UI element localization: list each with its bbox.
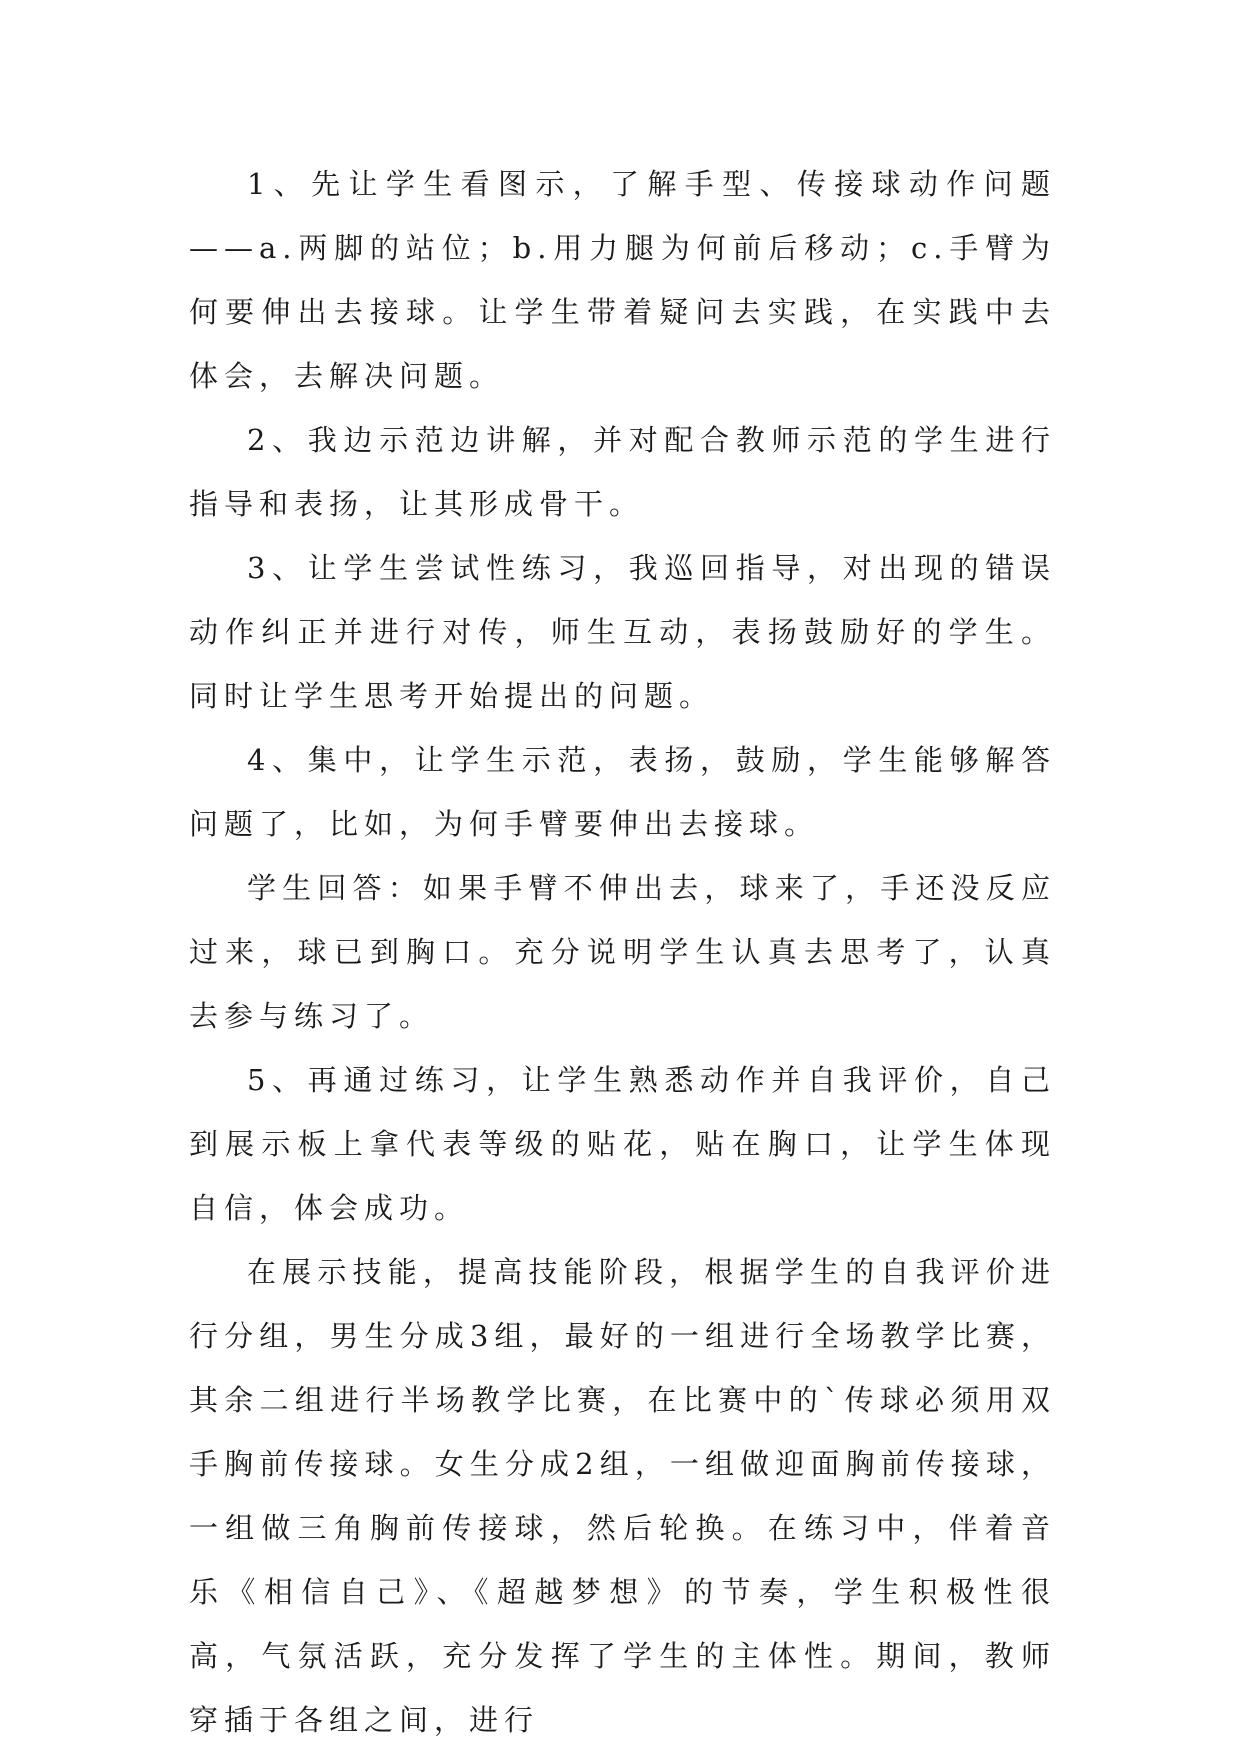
- paragraph-1: 1、先让学生看图示，了解手型、传接球动作问题——a.两脚的站位；b.用力腿为何前后移动；c.手臂为何要伸出去接球。让学生带着疑问去实践，在实践中去体会，去解决问题。: [189, 167, 1056, 393]
- paragraph-4: 4、集中，让学生示范，表扬，鼓励，学生能够解答问题了，比如，为何手臂要伸出去接球。: [189, 743, 1056, 841]
- paragraph-2: 2、我边示范边讲解，并对配合教师示范的学生进行指导和表扬，让其形成骨干。: [189, 423, 1056, 521]
- document-body: [189, 152, 1056, 1752]
- paragraph-6: 5、再通过练习，让学生熟悉动作并自我评价，自己到展示板上拿代表等级的贴花，贴在胸口，让学生体现自信，体会成功。: [189, 1063, 1056, 1225]
- paragraph-5: 学生回答：如果手臂不伸出去，球来了，手还没反应过来，球已到胸口。充分说明学生认真去思考了，认真去参与练习了。: [189, 871, 1056, 1033]
- paragraph-7: 在展示技能，提高技能阶段，根据学生的自我评价进行分组，男生分成3组，最好的一组进行全场教学比赛，其余二组进行半场教学比赛，在比赛中的`传球必须用双手胸前传接球。女生分成2组，一组做迎面胸前传接球，一组做三角胸前传接球，然后轮换。在练习中，伴着音乐《相信自己》、《超越梦想》的节奏，学生积极性很高，气氛活跃，充分发挥了学生的主体性。期间，教师穿插于各组之间，进行: [189, 1255, 1056, 1737]
- paragraph-3: 3、让学生尝试性练习，我巡回指导，对出现的错误动作纠正并进行对传，师生互动，表扬鼓励好的学生。同时让学生思考开始提出的问题。: [189, 551, 1056, 713]
